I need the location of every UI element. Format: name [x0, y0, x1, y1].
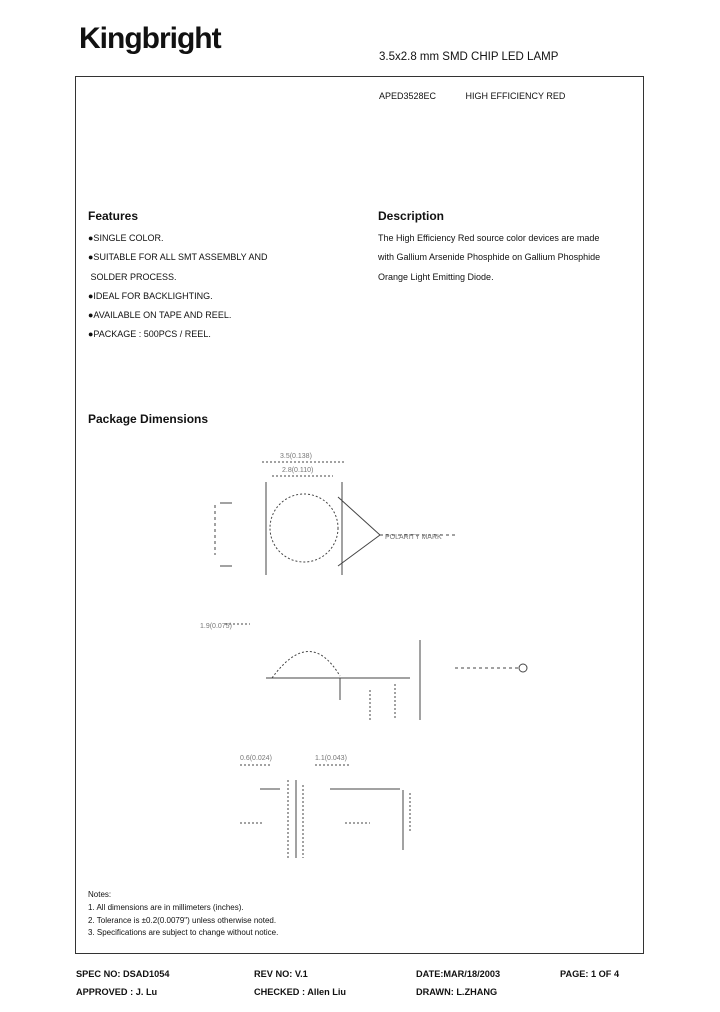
description-line: with Gallium Arsenide Phosphide on Gallium Phosphide — [378, 252, 601, 263]
package-dimensions-heading: Package Dimensions — [88, 412, 209, 426]
page-number: PAGE: 1 OF 4 — [560, 969, 620, 979]
document-title: 3.5x2.8 mm SMD CHIP LED LAMP — [379, 51, 559, 63]
description-line: Orange Light Emitting Diode. — [378, 271, 494, 282]
feature-item: ●SUITABLE FOR ALL SMT ASSEMBLY AND — [88, 252, 268, 263]
kingbright-logo: Kingbright — [79, 22, 221, 55]
feature-item: SOLDER PROCESS. — [88, 271, 177, 282]
notes — [88, 889, 278, 940]
feature-item: ●PACKAGE : 500PCS / REEL. — [88, 329, 211, 340]
notes-line: Notes: — [88, 890, 112, 899]
spec-number: SPEC NO: DSAD1054 — [76, 969, 170, 979]
polarity-mark-label: POLARITY MARK — [385, 534, 442, 541]
drawn-by: DRAWN: L.ZHANG — [416, 987, 498, 997]
approved-by: APPROVED : J. Lu — [76, 987, 158, 997]
description-line: The High Efficiency Red source color devices are made — [378, 233, 600, 243]
dim-label-view2: 1.9(0.075) — [200, 623, 232, 630]
notes-line: 2. Tolerance is ±0.2(0.0079") unless otherwise noted. — [88, 915, 277, 925]
part-color: HIGH EFFICIENCY RED — [465, 91, 566, 101]
feature-item: ●SINGLE COLOR. — [88, 233, 164, 243]
dim-label-view4b: 1.1(0.043) — [315, 755, 347, 762]
part-number: APED3528EC — [379, 91, 437, 101]
feature-item: ●AVAILABLE ON TAPE AND REEL. — [88, 310, 232, 321]
features-heading: Features — [88, 209, 139, 223]
dim-label-top: 3.5(0.138) — [280, 453, 312, 460]
description-heading: Description — [378, 209, 445, 223]
dim-label-inner: 2.8(0.110) — [282, 467, 314, 474]
revision-number: REV NO: V.1 — [254, 969, 308, 979]
document-date: DATE:MAR/18/2003 — [416, 969, 501, 979]
notes-line: 1. All dimensions are in millimeters (inches). — [88, 902, 244, 912]
dim-label-view4a: 0.6(0.024) — [240, 755, 272, 762]
checked-by: CHECKED : Allen Liu — [254, 987, 347, 997]
feature-item: ●IDEAL FOR BACKLIGHTING. — [88, 290, 213, 301]
notes-line: 3. Specifications are subject to change without notice. — [88, 928, 279, 938]
